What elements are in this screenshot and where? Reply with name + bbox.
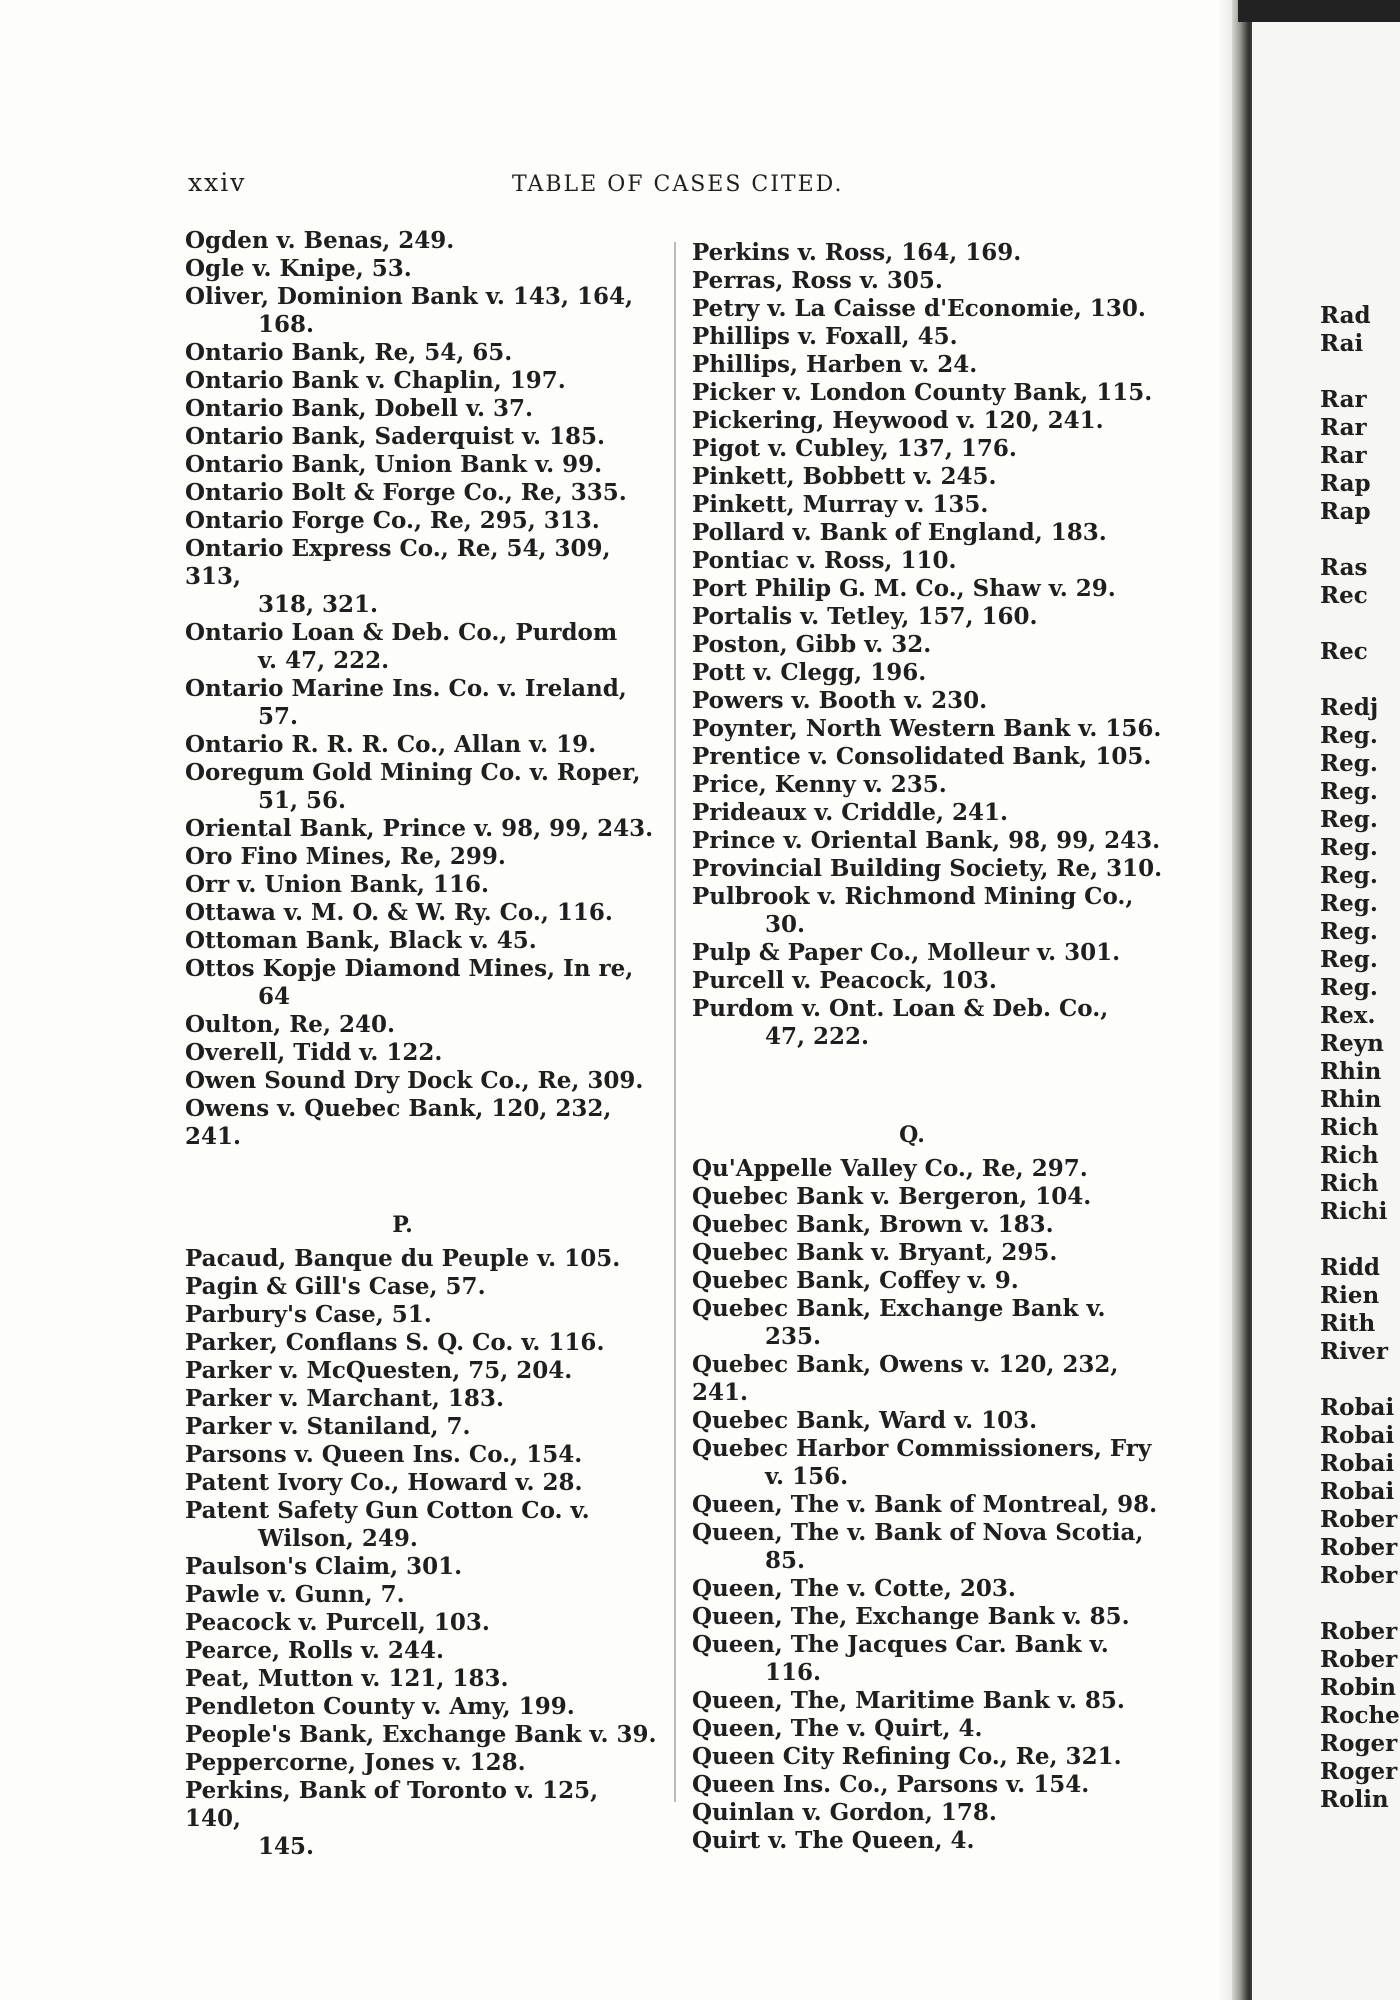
- case-citation: Owen Sound Dry Dock Co., Re, 309.: [185, 1067, 644, 1094]
- case-entry: [692, 1295, 1172, 1351]
- case-citation: Patent Safety Gun Cotton Co. v.: [185, 1497, 590, 1524]
- case-entry: [692, 799, 1172, 827]
- section-heading: Q.: [899, 1122, 925, 1148]
- case-entry: [692, 463, 1172, 491]
- case-entry: [692, 1491, 1172, 1519]
- adjacent-page-text: Redj: [1320, 694, 1379, 721]
- case-citation: Pontiac v. Ross, 110.: [692, 547, 957, 574]
- adjacent-page-text: Robai: [1320, 1478, 1395, 1505]
- adjacent-page-fragments: [1320, 302, 1400, 1814]
- case-citation: Ottos Kopje Diamond Mines, In re,: [185, 955, 634, 982]
- adjacent-page-text: Rar: [1320, 414, 1367, 441]
- case-entry: [692, 1743, 1172, 1771]
- case-entry: [185, 1357, 660, 1385]
- adjacent-page-text: Rober: [1320, 1618, 1398, 1645]
- adjacent-page-text: Rap: [1320, 470, 1371, 497]
- case-entry: [692, 1631, 1172, 1687]
- case-entry: [185, 675, 660, 731]
- case-entry: [692, 295, 1172, 323]
- case-citation-continuation: 168.: [258, 311, 315, 338]
- case-citation: Oulton, Re, 240.: [185, 1011, 395, 1038]
- case-entry: [692, 407, 1172, 435]
- case-citation: Queen, The v. Bank of Nova Scotia,: [692, 1519, 1144, 1546]
- case-entry: [185, 1665, 660, 1693]
- case-citation: Ontario Marine Ins. Co. v. Ireland,: [185, 675, 627, 702]
- case-entry: [185, 1581, 660, 1609]
- case-citation: Pollard v. Bank of England, 183.: [692, 519, 1107, 546]
- case-entry: [692, 519, 1172, 547]
- section-heading: P.: [392, 1212, 413, 1238]
- case-citation: Parker v. Marchant, 183.: [185, 1385, 504, 1412]
- case-entry: [185, 871, 660, 899]
- adjacent-page-text: Rien: [1320, 1282, 1380, 1309]
- adjacent-page-text: Rhin: [1320, 1086, 1382, 1113]
- adjacent-page-text: Rex.: [1320, 1002, 1376, 1029]
- adjacent-page-text: Robai: [1320, 1422, 1395, 1449]
- case-citation: Pagin & Gill's Case, 57.: [185, 1273, 486, 1300]
- case-entry: [692, 687, 1172, 715]
- adjacent-page-text: Reg.: [1320, 722, 1378, 749]
- case-entry: [692, 715, 1172, 743]
- case-entry: [185, 255, 660, 283]
- case-citation: Ontario Forge Co., Re, 295, 313.: [185, 507, 600, 534]
- case-citation: Prideaux v. Criddle, 241.: [692, 799, 1009, 826]
- case-citation: Phillips v. Foxall, 45.: [692, 323, 958, 350]
- case-citation: Perkins, Bank of Toronto v. 125, 140,: [185, 1777, 599, 1832]
- case-entry: [692, 1771, 1172, 1799]
- case-citation: Queen, The Jacques Car. Bank v.: [692, 1631, 1109, 1658]
- case-citation: People's Bank, Exchange Bank v. 39.: [185, 1721, 657, 1748]
- case-entry: [185, 535, 660, 619]
- case-entry: [185, 395, 660, 423]
- case-citation-continuation: 235.: [765, 1323, 822, 1350]
- case-entry: [185, 1637, 660, 1665]
- case-citation: Parker v. Staniland, 7.: [185, 1413, 471, 1440]
- adjacent-page-text: Ras: [1320, 554, 1368, 581]
- adjacent-page-text: Reyn: [1320, 1030, 1384, 1057]
- case-citation-continuation: Wilson, 249.: [258, 1525, 418, 1552]
- case-entry: [692, 323, 1172, 351]
- case-citation: Pulbrook v. Richmond Mining Co.,: [692, 883, 1134, 910]
- case-citation: Prentice v. Consolidated Bank, 105.: [692, 743, 1152, 770]
- case-entry: [185, 1749, 660, 1777]
- case-entry: [692, 1799, 1172, 1827]
- case-citation: Ogden v. Benas, 249.: [185, 227, 455, 254]
- case-citation: Poynter, North Western Bank v. 156.: [692, 715, 1162, 742]
- case-entry: [185, 1721, 660, 1749]
- case-entry: [692, 995, 1172, 1051]
- adjacent-page-text: Reg.: [1320, 946, 1378, 973]
- case-citation: Ontario Bank, Union Bank v. 99.: [185, 451, 603, 478]
- case-citation: Ontario Express Co., Re, 54, 309, 313,: [185, 535, 611, 590]
- adjacent-page-text: Rober: [1320, 1534, 1398, 1561]
- case-citation: Purdom v. Ont. Loan & Deb. Co.,: [692, 995, 1109, 1022]
- case-entry: [185, 1245, 660, 1273]
- case-citation-continuation: 64: [258, 983, 291, 1010]
- case-entry: [692, 1407, 1172, 1435]
- case-citation-continuation: 57.: [258, 703, 299, 730]
- case-citation: Peppercorne, Jones v. 128.: [185, 1749, 526, 1776]
- case-entry: [692, 379, 1172, 407]
- right-column: [692, 239, 1172, 1855]
- case-entry: [185, 1273, 660, 1301]
- case-citation: Phillips, Harben v. 24.: [692, 351, 978, 378]
- case-citation: Oliver, Dominion Bank v. 143, 164,: [185, 283, 633, 310]
- adjacent-page-text: Reg.: [1320, 974, 1378, 1001]
- case-citation: Overell, Tidd v. 122.: [185, 1039, 443, 1066]
- case-citation: Portalis v. Tetley, 157, 160.: [692, 603, 1038, 630]
- adjacent-page-text: Rich: [1320, 1170, 1379, 1197]
- case-citation: Quebec Bank, Owens v. 120, 232, 241.: [692, 1351, 1119, 1406]
- adjacent-page-text: Rar: [1320, 386, 1367, 413]
- case-citation: Parbury's Case, 51.: [185, 1301, 432, 1328]
- case-entry: [692, 1267, 1172, 1295]
- adjacent-page-text: [1320, 526, 1400, 554]
- case-entry: [692, 771, 1172, 799]
- case-entry: [185, 1329, 660, 1357]
- case-entry: [185, 423, 660, 451]
- case-citation-continuation: 145.: [258, 1833, 315, 1860]
- case-citation: Pinkett, Bobbett v. 245.: [692, 463, 997, 490]
- case-citation: Pott v. Clegg, 196.: [692, 659, 927, 686]
- case-entry: [185, 479, 660, 507]
- case-citation: Queen, The v. Cotte, 203.: [692, 1575, 1016, 1602]
- case-citation: Petry v. La Caisse d'Economie, 130.: [692, 295, 1146, 322]
- case-citation: Quirt v. The Queen, 4.: [692, 1827, 975, 1854]
- case-citation-continuation: 318, 321.: [258, 591, 379, 618]
- case-citation: Quebec Bank v. Bergeron, 104.: [692, 1183, 1092, 1210]
- case-citation: Prince v. Oriental Bank, 98, 99, 243.: [692, 827, 1161, 854]
- case-entry: [692, 435, 1172, 463]
- case-citation: Queen, The v. Quirt, 4.: [692, 1715, 983, 1742]
- case-entry: [185, 1497, 660, 1553]
- adjacent-page-text: [1320, 610, 1400, 638]
- case-entry: [692, 351, 1172, 379]
- case-entry: [185, 339, 660, 367]
- adjacent-page-text: [1320, 1366, 1400, 1394]
- case-citation: Pearce, Rolls v. 244.: [185, 1637, 444, 1664]
- case-entry: [185, 1777, 660, 1861]
- case-citation: Quebec Bank, Coffey v. 9.: [692, 1267, 1019, 1294]
- adjacent-page-text: Rad: [1320, 302, 1371, 329]
- adjacent-page-text: Roger: [1320, 1758, 1398, 1785]
- left-column: [185, 227, 660, 1861]
- case-entry: [692, 267, 1172, 295]
- adjacent-page-text: River: [1320, 1338, 1388, 1365]
- case-entry: [692, 1603, 1172, 1631]
- case-citation: Queen, The v. Bank of Montreal, 98.: [692, 1491, 1158, 1518]
- case-citation: Pigot v. Cubley, 137, 176.: [692, 435, 1017, 462]
- case-citation: Ontario R. R. R. Co., Allan v. 19.: [185, 731, 597, 758]
- adjacent-page-text: Reg.: [1320, 778, 1378, 805]
- section-spacer: [185, 1151, 660, 1205]
- adjacent-page-text: Rolin: [1320, 1786, 1389, 1813]
- case-citation: Ottawa v. M. O. & W. Ry. Co., 116.: [185, 899, 613, 926]
- case-citation: Parker v. McQuesten, 75, 204.: [185, 1357, 573, 1384]
- case-citation: Price, Kenny v. 235.: [692, 771, 947, 798]
- adjacent-page-text: Rith: [1320, 1310, 1376, 1337]
- case-entry: [185, 1469, 660, 1497]
- case-entry: [692, 1239, 1172, 1267]
- page-title: TABLE OF CASES CITED.: [512, 172, 844, 197]
- case-entry: [185, 1609, 660, 1637]
- case-entry: [692, 631, 1172, 659]
- case-entry: [692, 743, 1172, 771]
- case-citation: Pendleton County v. Amy, 199.: [185, 1693, 575, 1720]
- case-citation: Picker v. London County Bank, 115.: [692, 379, 1153, 406]
- case-citation-continuation: 47, 222.: [765, 1023, 870, 1050]
- adjacent-page-text: Rober: [1320, 1646, 1398, 1673]
- case-entry: [185, 1441, 660, 1469]
- adjacent-page-text: Rai: [1320, 330, 1364, 357]
- case-citation: Queen, The, Exchange Bank v. 85.: [692, 1603, 1130, 1630]
- case-citation: Ontario Bank, Saderquist v. 185.: [185, 423, 606, 450]
- case-citation: Perkins v. Ross, 164, 169.: [692, 239, 1022, 266]
- adjacent-page-text: Rober: [1320, 1506, 1398, 1533]
- case-citation: Port Philip G. M. Co., Shaw v. 29.: [692, 575, 1116, 602]
- case-entry: [692, 491, 1172, 519]
- case-citation: Purcell v. Peacock, 103.: [692, 967, 997, 994]
- case-citation: Ontario Bank, Dobell v. 37.: [185, 395, 534, 422]
- adjacent-page-text: Reg.: [1320, 918, 1378, 945]
- column-divider: [674, 242, 676, 1802]
- adjacent-page-text: Ridd: [1320, 1254, 1381, 1281]
- case-citation: Peacock v. Purcell, 103.: [185, 1609, 490, 1636]
- adjacent-page-text: [1320, 1590, 1400, 1618]
- case-entry: [692, 855, 1172, 883]
- case-entry: [185, 367, 660, 395]
- case-citation: Queen City Refining Co., Re, 321.: [692, 1743, 1122, 1770]
- adjacent-page-text: Rar: [1320, 442, 1367, 469]
- case-citation: Pinkett, Murray v. 135.: [692, 491, 989, 518]
- case-citation: Poston, Gibb v. 32.: [692, 631, 932, 658]
- case-citation: Paulson's Claim, 301.: [185, 1553, 463, 1580]
- case-citation: Ontario Bolt & Forge Co., Re, 335.: [185, 479, 627, 506]
- case-citation: Ooregum Gold Mining Co. v. Roper,: [185, 759, 641, 786]
- adjacent-page-text: Rec: [1320, 582, 1368, 609]
- case-citation-continuation: 85.: [765, 1547, 806, 1574]
- case-entry: [692, 547, 1172, 575]
- adjacent-page-text: Rec: [1320, 638, 1368, 665]
- case-citation-continuation: 30.: [765, 911, 806, 938]
- adjacent-page-text: Robai: [1320, 1394, 1395, 1421]
- adjacent-page-text: Rap: [1320, 498, 1371, 525]
- adjacent-page-text: Reg.: [1320, 834, 1378, 861]
- case-entry: [185, 1067, 660, 1095]
- case-entry: [692, 1183, 1172, 1211]
- book-spine: [1232, 0, 1250, 2000]
- case-entry: [692, 883, 1172, 939]
- case-citation: Pawle v. Gunn, 7.: [185, 1581, 405, 1608]
- case-entry: [185, 759, 660, 815]
- case-citation: Ottoman Bank, Black v. 45.: [185, 927, 537, 954]
- adjacent-page-text: Rich: [1320, 1142, 1379, 1169]
- case-citation: Quebec Bank, Exchange Bank v.: [692, 1295, 1106, 1322]
- adjacent-page-text: Richi: [1320, 1198, 1388, 1225]
- case-entry: [692, 1827, 1172, 1855]
- case-citation: Peat, Mutton v. 121, 183.: [185, 1665, 509, 1692]
- case-citation: Quebec Harbor Commissioners, Fry: [692, 1435, 1152, 1462]
- adjacent-page-text: Robin: [1320, 1674, 1396, 1701]
- case-entry: [185, 1693, 660, 1721]
- case-entry: [185, 955, 660, 1011]
- page-edge-shadow: [1238, 0, 1400, 22]
- case-entry: [185, 927, 660, 955]
- case-citation: Pacaud, Banque du Peuple v. 105.: [185, 1245, 621, 1272]
- case-citation: Pulp & Paper Co., Molleur v. 301.: [692, 939, 1121, 966]
- adjacent-page-text: Rhin: [1320, 1058, 1382, 1085]
- adjacent-page-text: Rober: [1320, 1562, 1398, 1589]
- case-citation: Parker, Conflans S. Q. Co. v. 116.: [185, 1329, 605, 1356]
- case-citation: Queen Ins. Co., Parsons v. 154.: [692, 1771, 1090, 1798]
- case-entry: [185, 1385, 660, 1413]
- case-entry: [692, 1155, 1172, 1183]
- case-citation: Ontario Bank v. Chaplin, 197.: [185, 367, 566, 394]
- adjacent-page-text: Reg.: [1320, 750, 1378, 777]
- case-citation-continuation: 116.: [765, 1659, 822, 1686]
- case-citation: Patent Ivory Co., Howard v. 28.: [185, 1469, 583, 1496]
- case-citation-continuation: v. 156.: [765, 1463, 849, 1490]
- case-entry: [185, 283, 660, 339]
- case-citation: Provincial Building Society, Re, 310.: [692, 855, 1163, 882]
- case-entry: [185, 451, 660, 479]
- adjacent-page-text: Roger: [1320, 1730, 1398, 1757]
- case-entry: [185, 1095, 660, 1151]
- case-entry: [692, 967, 1172, 995]
- adjacent-page-text: [1320, 1226, 1400, 1254]
- adjacent-page-text: [1320, 666, 1400, 694]
- case-entry: [692, 575, 1172, 603]
- adjacent-page-text: Reg.: [1320, 890, 1378, 917]
- case-citation: Qu'Appelle Valley Co., Re, 297.: [692, 1155, 1088, 1182]
- case-entry: [185, 731, 660, 759]
- case-citation: Powers v. Booth v. 230.: [692, 687, 988, 714]
- case-entry: [185, 507, 660, 535]
- case-entry: [185, 899, 660, 927]
- case-entry: [692, 1435, 1172, 1491]
- case-citation: Parsons v. Queen Ins. Co., 154.: [185, 1441, 583, 1468]
- adjacent-page-text: Roche: [1320, 1702, 1400, 1729]
- case-entry: [692, 1687, 1172, 1715]
- adjacent-page-text: [1320, 358, 1400, 386]
- case-entry: [185, 227, 660, 255]
- adjacent-page-text: Robai: [1320, 1450, 1395, 1477]
- case-entry: [185, 1039, 660, 1067]
- case-entry: [692, 1211, 1172, 1239]
- case-citation: Ogle v. Knipe, 53.: [185, 255, 412, 282]
- case-citation: Pickering, Heywood v. 120, 241.: [692, 407, 1104, 434]
- case-entry: [692, 939, 1172, 967]
- case-entry: [185, 1301, 660, 1329]
- case-citation: Quebec Bank v. Bryant, 295.: [692, 1239, 1058, 1266]
- case-citation-continuation: v. 47, 222.: [258, 647, 390, 674]
- case-entry: [692, 1519, 1172, 1575]
- case-entry: [692, 603, 1172, 631]
- case-entry: [185, 619, 660, 675]
- case-citation: Oro Fino Mines, Re, 299.: [185, 843, 506, 870]
- case-citation: Owens v. Quebec Bank, 120, 232, 241.: [185, 1095, 612, 1150]
- adjacent-page-text: Reg.: [1320, 862, 1378, 889]
- case-entry: [692, 239, 1172, 267]
- case-entry: [692, 827, 1172, 855]
- case-citation-continuation: 51, 56.: [258, 787, 347, 814]
- case-citation: Quebec Bank, Ward v. 103.: [692, 1407, 1038, 1434]
- case-entry: [692, 1715, 1172, 1743]
- case-citation: Oriental Bank, Prince v. 98, 99, 243.: [185, 815, 654, 842]
- case-entry: [185, 843, 660, 871]
- section-spacer: [692, 1051, 1172, 1115]
- case-entry: [185, 1011, 660, 1039]
- case-citation: Queen, The, Maritime Bank v. 85.: [692, 1687, 1125, 1714]
- adjacent-page-text: Rich: [1320, 1114, 1379, 1141]
- case-citation: Perras, Ross v. 305.: [692, 267, 943, 294]
- case-citation: Ontario Bank, Re, 54, 65.: [185, 339, 513, 366]
- case-citation: Ontario Loan & Deb. Co., Purdom: [185, 619, 618, 646]
- page-number: xxiv: [188, 168, 247, 197]
- case-entry: [692, 1575, 1172, 1603]
- adjacent-page-text: Reg.: [1320, 806, 1378, 833]
- adjacent-page: [1250, 0, 1400, 2000]
- case-entry: [185, 815, 660, 843]
- case-entry: [692, 1351, 1172, 1407]
- case-entry: [692, 659, 1172, 687]
- case-citation: Orr v. Union Bank, 116.: [185, 871, 489, 898]
- case-citation: Quebec Bank, Brown v. 183.: [692, 1211, 1054, 1238]
- case-entry: [185, 1553, 660, 1581]
- case-citation: Quinlan v. Gordon, 178.: [692, 1799, 997, 1826]
- case-entry: [185, 1413, 660, 1441]
